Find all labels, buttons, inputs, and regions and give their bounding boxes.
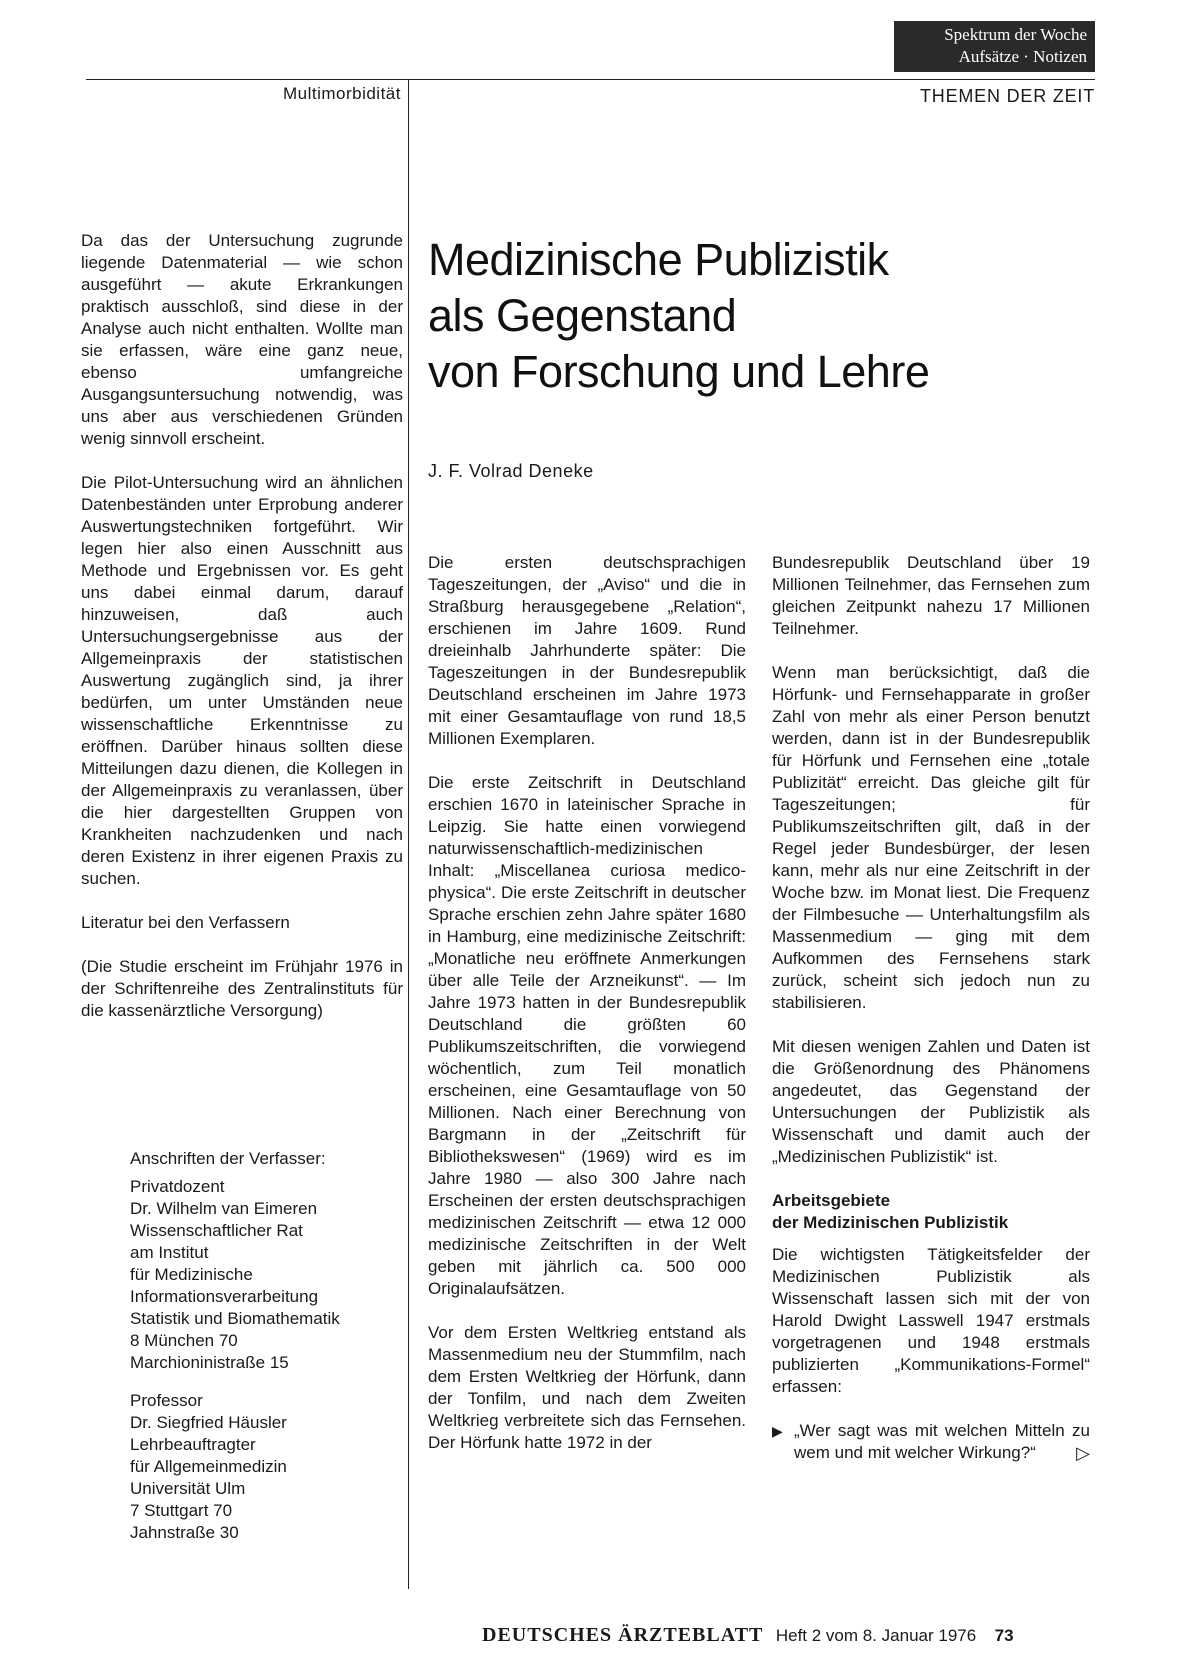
address-line: am Institut [130, 1243, 209, 1262]
journal-name: DEUTSCHES ÄRZTEBLATT [482, 1624, 764, 1646]
quote-text: „Wer sagt was mit welchen Mitteln zu wem und mit welcher Wirkung?“ [794, 1421, 1090, 1462]
triangle-bullet-icon: ▶ [772, 1423, 783, 1439]
title-line: Medizinische Publizistik [428, 234, 889, 285]
references-note: Literatur bei den Verfassern [81, 913, 290, 932]
left-column [81, 230, 403, 1044]
page-footer [482, 1624, 1092, 1647]
address-line: 8 München 70 [130, 1331, 238, 1350]
paragraph: Die wichtigsten Tätigkeitsfelder der Medizinischen Publizistik als Wissenschaft lassen sich mit der von Harold Dwight Lasswell 1947 erstmals vorgetragenen und 1948 erstmals publizierten „Kommunikations-Formel“ erfassen: [772, 1245, 1090, 1396]
address-line: Privatdozent [130, 1177, 225, 1196]
address-line: Wissenschaftlicher Rat [130, 1221, 303, 1240]
paragraph: Vor dem Ersten Weltkrieg entstand als Massenmedium neu der Stummfilm, nach dem Ersten Weltkrieg der Hörfunk, dann der Tonfilm, und nach dem Zweiten Weltkrieg verbreitete sich das Fernsehen. Der Hörfunk hatte 1972 in der [428, 1323, 746, 1452]
section-label-left: Multimorbidität [282, 84, 401, 103]
subheading-line: der Medizinischen Publizistik [772, 1213, 1009, 1232]
header-rule [86, 79, 1095, 80]
paragraph: Bundesrepublik Deutschland über 19 Millionen Teilnehmer, das Fernsehen zum gleichen Zeitpunkt nahezu 17 Millionen Teilnehmer. [772, 553, 1090, 638]
article-title [428, 232, 1088, 400]
page-number: 73 [994, 1626, 1014, 1645]
address-line: Dr. Siegfried Häusler [130, 1413, 287, 1432]
right-column [772, 552, 1090, 1464]
paragraph: Die ersten deutschsprachigen Tageszeitungen, der „Aviso“ und die in Straßburg herausgegebene „Relation“, erschienen im Jahre 1609. Rund dreieinhalb Jahrhunderte später: Die Tageszeitungen in der Bundesrepublik Deutschland erscheinen im Jahre 1973 mit einer Gesamtauflage von rund 18,5 Millionen Exemplaren. [428, 553, 746, 748]
address-line: 7 Stuttgart 70 [130, 1501, 233, 1520]
address-line: Informationsverarbeitung [130, 1287, 319, 1306]
address-line: Statistik und Biomathematik [130, 1309, 340, 1328]
paragraph: Die erste Zeitschrift in Deutschland erschien 1670 in lateinischer Sprache in Leipzig. Sie hatte einen vorwiegend naturwissenschaftlich-medizinischen Inhalt: „Miscellanea curiosa medico-physica“. Die erste Zeitschrift in deutscher Sprache erschien zehn Jahre später 1680 in Hamburg, eine medizinische Zeitschrift: „Monatliche neu eröffnete Anmerkungen über alle Teile der Arzneikunst“. — Im Jahre 1973 hatten in der Bundesrepublik Deutschland die größten 60 Publikumszeitschriften, die vorwiegend wöchentlich, zum Teil monatlich erscheinen, eine Gesamtauflage von 50 Millionen. Nach einer Berechnung von Bargmann in der „Zeitschrift für Bibliothekswesen“ (1969) wird es im Jahre 1980 — also 300 Jahre nach Erscheinen der ersten deutschsprachigen medizinischen Zeitschrift — etwa 12 000 medizinische Zeitschriften in der Welt geben mit jährlich ca. 500 000 Originalaufsätzen. [428, 773, 746, 1298]
section-label-right: THEMEN DER ZEIT [919, 86, 1095, 106]
paragraph: Die Pilot-Untersuchung wird an ähnlichen Datenbeständen unter Erprobung anderer Auswertungstechniken fortgeführt. Wir legen hier also einen Ausschnitt aus Methode und Ergebnissen vor. Es geht uns dabei einmal darum, darauf hinzuweisen, daß auch Untersuchungsergebnisse aus der Allgemeinpraxis der statistischen Auswertung zugänglich sind, ja ihrer bedürfen, um unter Umständen neue wissenschaftliche Erkenntnisse zu eröffnen. Darüber hinaus sollten diese Mitteilungen dazu dienen, die Kollegen in der Allgemeinpraxis zu veranlassen, über die hier dargestellten Gruppen von Krankheiten nachzudenken und nach deren Existenz in ihrer eigenen Praxis zu suchen. [81, 473, 403, 888]
address-line: Universität Ulm [130, 1479, 246, 1498]
address-block-1 [130, 1176, 405, 1374]
section-tag-line1: Spektrum der Woche [944, 25, 1087, 44]
issue-info: Heft 2 vom 8. Januar 1976 [775, 1626, 977, 1645]
address-block-2 [130, 1390, 405, 1544]
paragraph: Da das der Untersuchung zugrunde liegende Datenmaterial — wie schon ausgeführt — akute Erkrankungen praktisch ausschloß, sind diese in der Analyse auch nicht enthalten. Wollte man sie erfassen, wäre eine ganz neue, ebenso umfangreiche Ausgangsuntersuchung notwendig, was uns aber aus verschiedenen Gründen wenig sinnvoll erscheint. [81, 231, 403, 448]
title-line: von Forschung und Lehre [428, 346, 930, 397]
title-line: als Gegenstand [428, 290, 737, 341]
addresses-heading: Anschriften der Verfasser: [130, 1149, 326, 1168]
author-addresses [130, 1148, 405, 1560]
paragraph: Mit diesen wenigen Zahlen und Daten ist die Größenordnung des Phänomens angedeutet, das Gegenstand der Untersuchungen der Publizistik als Wissenschaft und damit auch der „Medizinischen Publizistik“ ist. [772, 1037, 1090, 1166]
address-line: für Medizinische [130, 1265, 253, 1284]
publication-note: (Die Studie erscheint im Frühjahr 1976 in der Schriftenreihe des Zentralinstituts für die kassenärztliche Versorgung) [81, 957, 403, 1020]
subheading [772, 1190, 1090, 1234]
address-line: Jahnstraße 30 [130, 1523, 239, 1542]
section-tag-line2: Aufsätze · Notizen [958, 47, 1087, 66]
address-line: Dr. Wilhelm van Eimeren [130, 1199, 318, 1218]
middle-column [428, 552, 746, 1476]
section-tag [894, 21, 1095, 72]
continued-arrow-icon: ▷ [1076, 1443, 1090, 1463]
address-line: Professor [130, 1391, 203, 1410]
column-divider [408, 79, 409, 1589]
paragraph: Wenn man berücksichtigt, daß die Hörfunk- und Fernsehapparate in großer Zahl von mehr als einer Person benutzt werden, dann ist in der Bundesrepublik für Hörfunk und Fernsehen eine „totale Publizität“ erreicht. Das gleiche gilt für Tageszeitungen; für Publikumszeitschriften gilt, daß in der Regel jeder Bundesbürger, der lesen kann, mehr als nur eine Zeitschrift in der Woche bzw. im Monat liest. Die Frequenz der Filmbesuche — Unterhaltungsfilm als Massenmedium — ging mit dem Aufkommen des Fernsehens stark zurück, scheint sich jedoch nun zu stabilisieren. [772, 663, 1090, 1012]
bullet-text [794, 1420, 1090, 1464]
address-line: Marchioninistraße 15 [130, 1353, 289, 1372]
address-line: für Allgemeinmedizin [130, 1457, 287, 1476]
address-line: Lehrbeauftragter [130, 1435, 256, 1454]
quote-bullet [772, 1420, 1090, 1464]
article-author: J. F. Volrad Deneke [428, 461, 594, 481]
subheading-line: Arbeitsgebiete [772, 1191, 891, 1210]
